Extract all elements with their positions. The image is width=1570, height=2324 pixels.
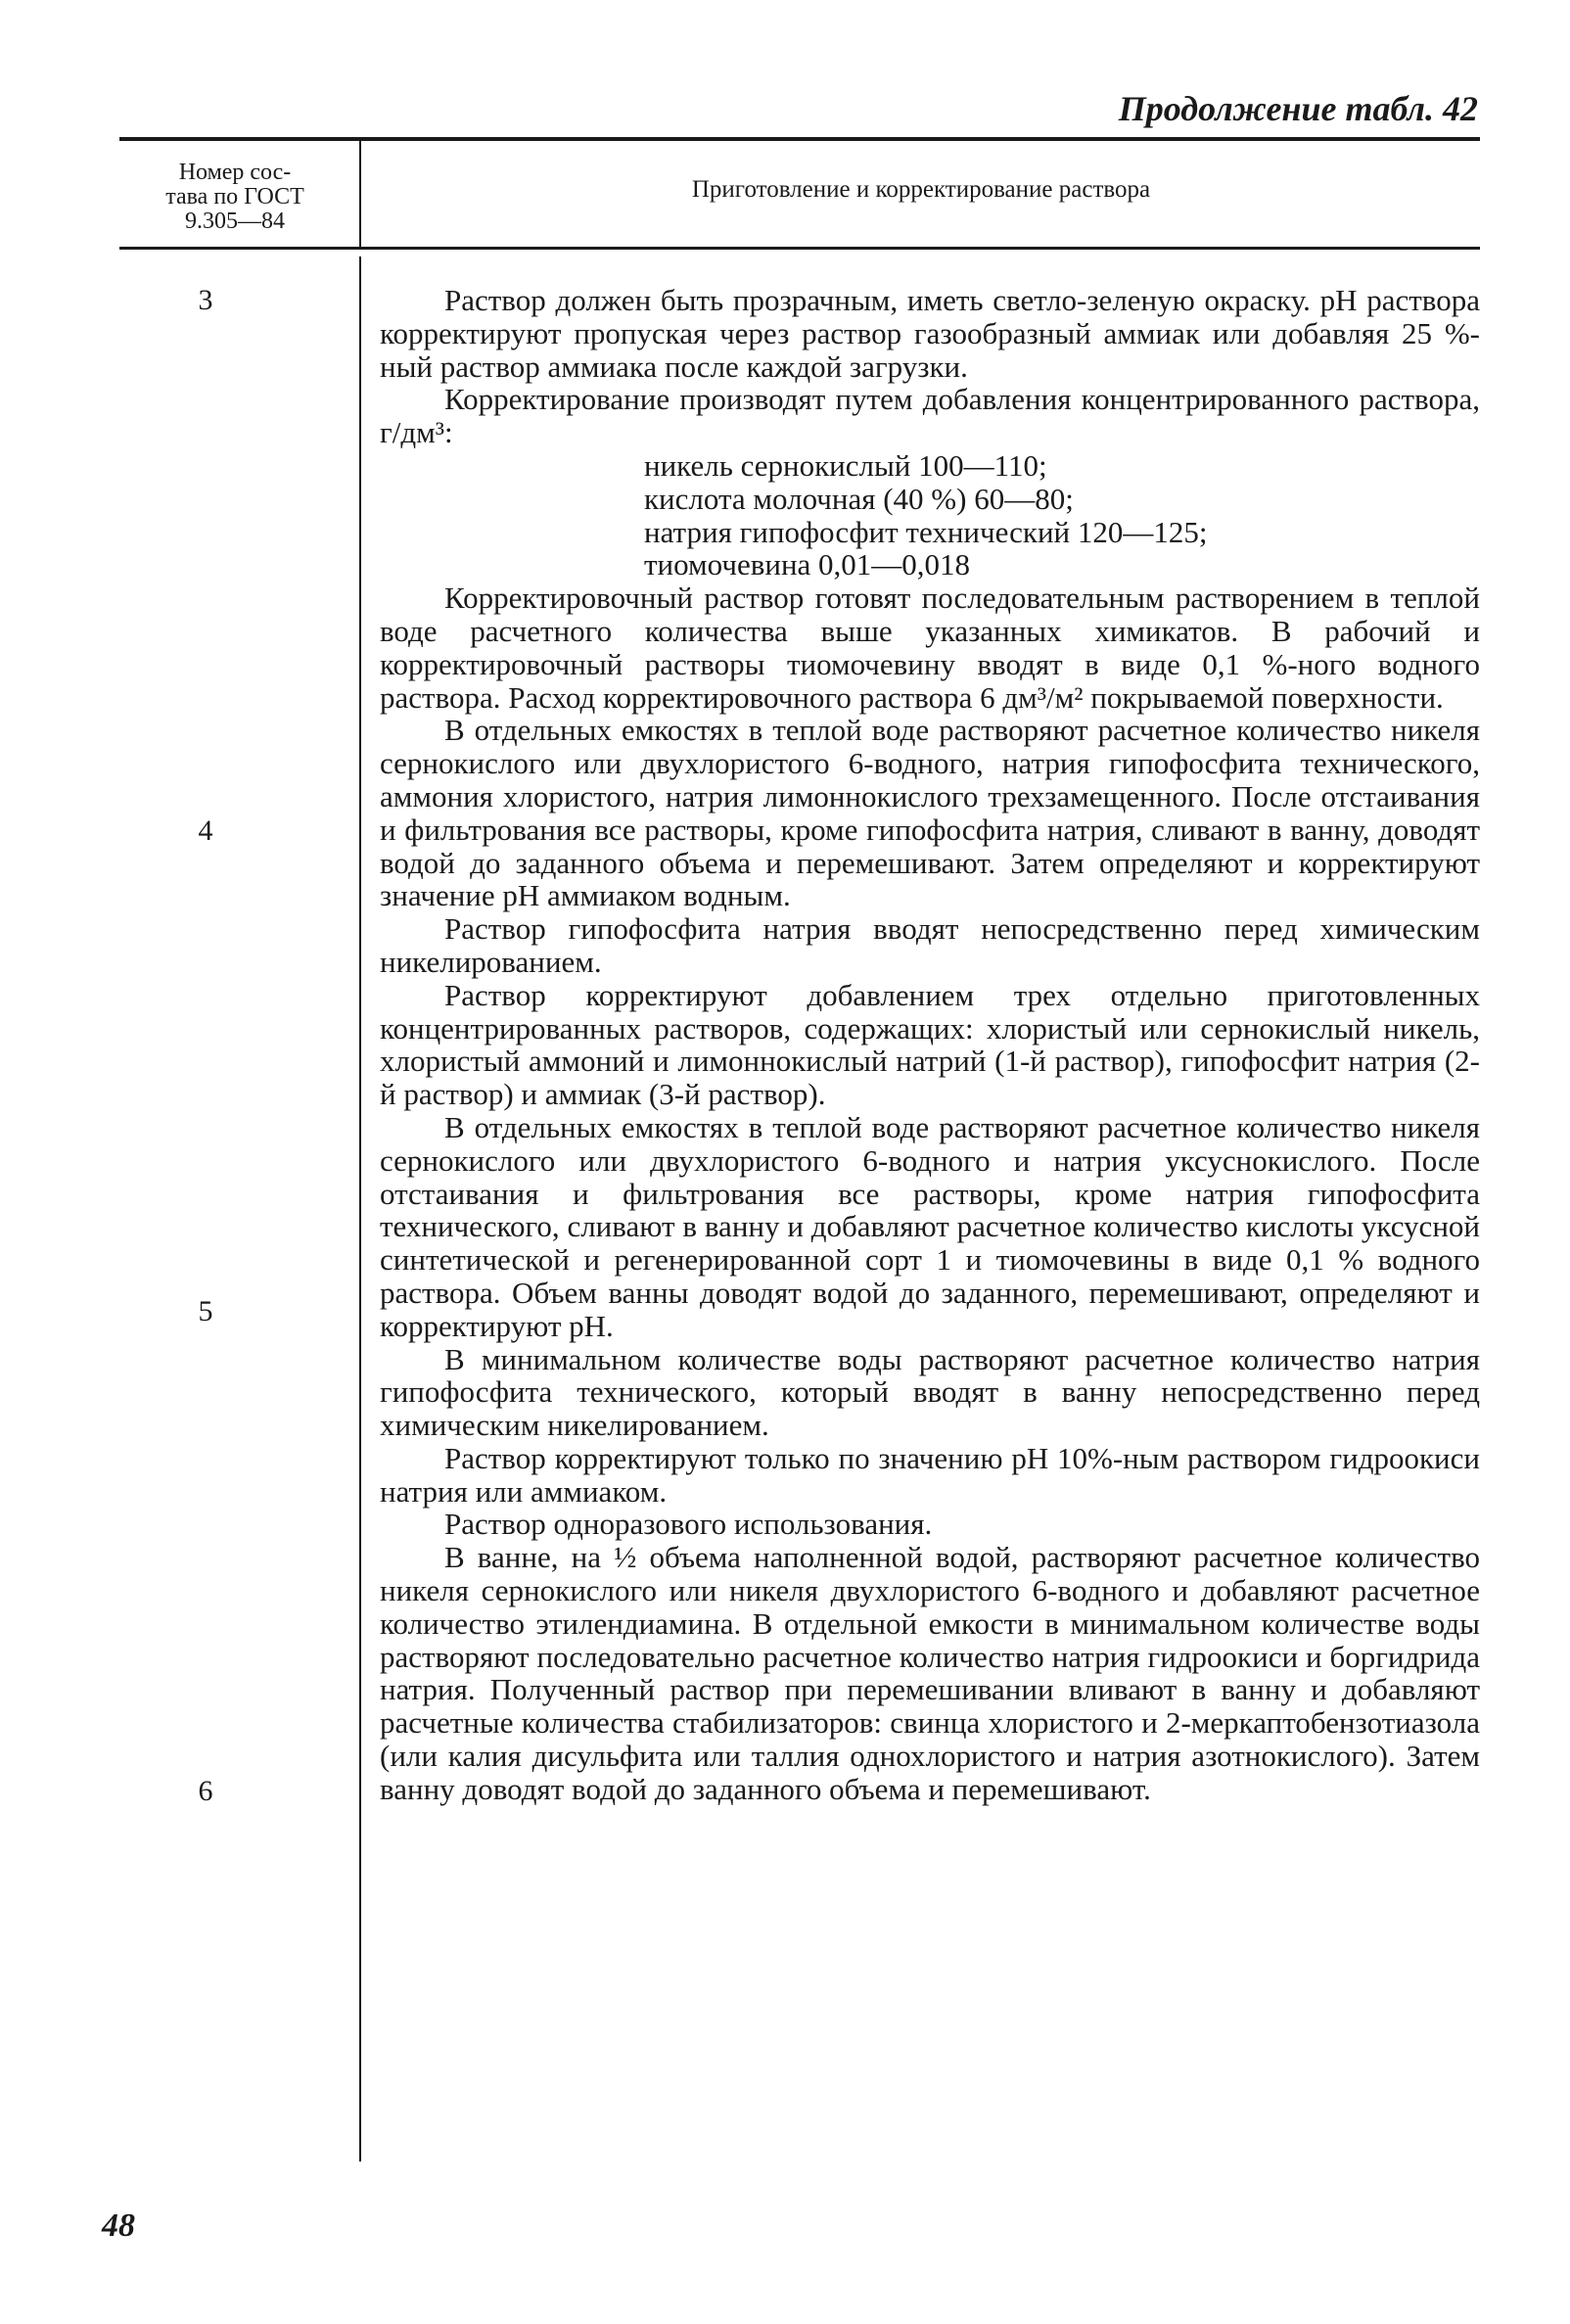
component-list-item: никель сернокислый 100—110;	[644, 447, 1047, 483]
table-continuation-caption: Продолжение табл. 42	[1118, 89, 1478, 128]
paragraph: Раствор гипофосфита натрия вводят непосредственно перед химическим никелированием.	[380, 911, 1480, 979]
row-number-3: 3	[198, 284, 213, 316]
paragraph: В отдельных емкостях в теплой воде растворяют расчетное количество никеля сернокислого или двухлористого 6-водного, натрия гипофосфита технического, аммония хлористого, натрия лимоннокислого трехзамещенного. После отстаивания и фильтрования все растворы, кроме гипофосфита натрия, сливают в ванну, доводят водой до заданного объема и перемешивают. Затем определяют и корректируют значение pH аммиаком водным.	[380, 713, 1480, 913]
component-list-item: кислота молочная (40 %) 60—80;	[644, 481, 1074, 516]
table-top-rule	[119, 137, 1480, 141]
page-number: 48	[102, 2208, 135, 2244]
body-column-divider	[359, 256, 361, 2161]
paragraph: В отдельных емкостях в теплой воде растворяют расчетное количество никеля сернокислого или двухлористого 6-водного и натрия уксуснокислого. После отстаивания и фильтрования все растворы, кроме натрия гипофосфита технического, сливают в ванну и добавляют расчетное количество кислоты уксусной синтетической и регенерированной сорт 1 и тиомочевины в виде 0,1 % водного раствора. Объем ванны доводят водой до заданного, перемешивают, определяют и корректируют pH.	[380, 1109, 1480, 1343]
component-list-item: тиомочевина 0,01—0,018	[644, 547, 971, 582]
row-number-6: 6	[198, 1775, 213, 1807]
paragraph: Раствор корректируют добавлением трех отдельно приготовленных концентрированных растворов, содержащих: хлористый или сернокислый никель, хлористый аммоний и лимоннокислый натрий (1-й раствор), гипофосфит натрия (2-й раствор) и аммиак (3-й раствор).	[380, 977, 1480, 1112]
column-header-composition-number	[119, 161, 350, 234]
paragraph: Корректировочный раствор готовят последовательным растворением в теплой воде расчетного количества выше указанных химикатов. В рабочий и корректировочный растворы тиомочевину вводят в виде 0,1 %-ного водного раствора. Расход корректировочного раствора 6 дм³/м² покрываемой поверхности.	[380, 581, 1480, 715]
paragraph: Раствор одноразового использования.	[444, 1507, 933, 1542]
table-header-rule	[119, 247, 1480, 250]
column-header-preparation: Приготовление и корректирование раствора	[691, 176, 1151, 203]
row-number-4: 4	[198, 814, 213, 847]
column-header-line: тава по ГОСТ	[165, 184, 304, 209]
table-body-text	[380, 284, 1480, 1806]
header-column-divider	[359, 139, 361, 249]
row-number-5: 5	[198, 1295, 213, 1327]
column-header-line: 9.305—84	[185, 209, 285, 234]
paragraph: В ванне, на ½ объема наполненной водой, растворяют расчетное количество никеля сернокислого или никеля двухлористого 6-водного и добавляют расчетное количество этилендиамина. В отдельной емкости в минимальном количестве воды растворяют последовательно расчетное количество натрия гидроокиси и боргидрида натрия. Полученный раствор при перемешивании вливают в ванну и добавляют расчетные количества стабилизаторов: свинца хлористого и 2-меркаптобензотиазола (или калия дисульфита или таллия однохлористого и натрия азотнокислого). Затем ванну доводят водой до заданного объема и перемешивают.	[380, 1540, 1480, 1806]
paragraph: Корректирование производят путем добавления концентрированного раствора, г/дм³:	[380, 382, 1480, 450]
paragraph: В минимальном количестве воды растворяют расчетное количество натрия гипофосфита технического, который вводят в ванну непосредственно перед химическим никелированием.	[380, 1341, 1480, 1443]
column-header-line: Номер сос-	[178, 160, 292, 185]
paragraph: Раствор корректируют только по значению pH 10%-ным раствором гидроокиси натрия или аммиаком.	[380, 1440, 1480, 1509]
component-list-item: натрия гипофосфит технический 120—125;	[644, 514, 1208, 549]
paragraph: Раствор должен быть прозрачным, иметь светло-зеленую окраску. pH раствора корректируют пропуская через раствор газообразный аммиак или добавляя 25 %-ный раствор аммиака после каждой загрузки.	[380, 283, 1480, 384]
